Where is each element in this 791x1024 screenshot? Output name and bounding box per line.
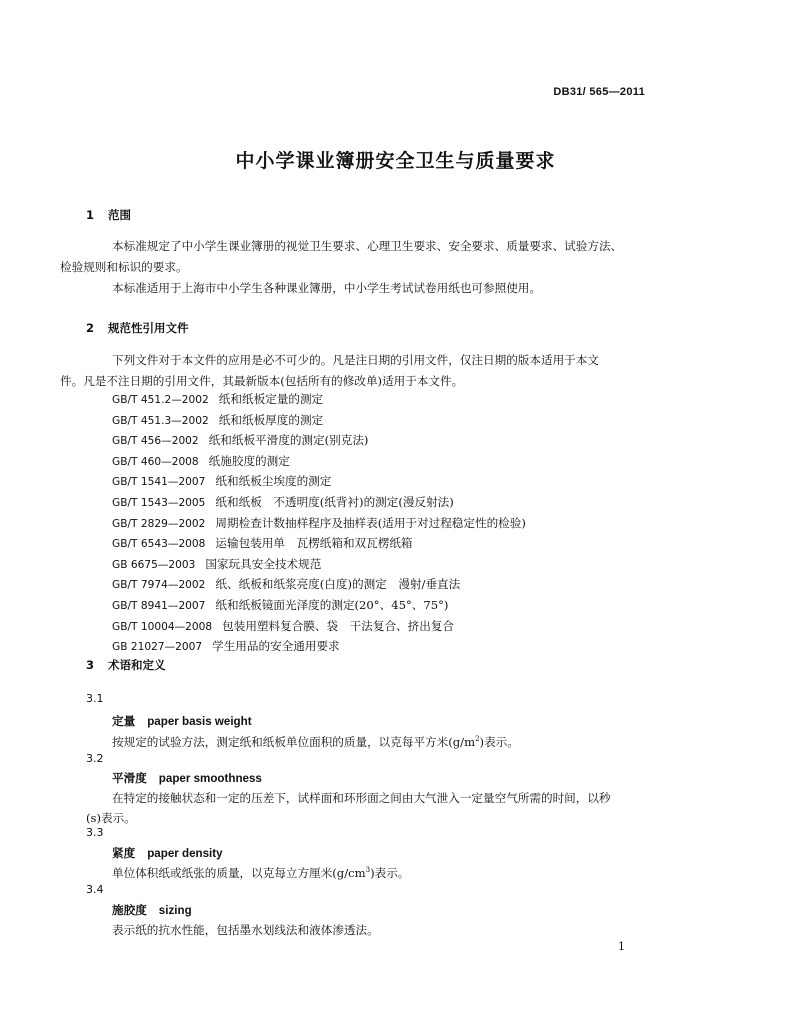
definition-text: 单位体积纸或纸张的质量，以克每立方厘米(g/cm [112, 866, 366, 880]
definition-line [86, 732, 666, 752]
definition-line: 表示纸的抗水性能，包括墨水划线法和液体渗透法。 [112, 923, 379, 937]
term-definition [86, 788, 666, 828]
reference-item [112, 451, 526, 472]
section-2-heading [86, 320, 189, 336]
definition-text: 按规定的试验方法，测定纸和纸板单位面积的质量，以克每平方米(g/m [112, 735, 476, 749]
term-en: sizing [158, 904, 192, 917]
term-en: paper basis weight [147, 715, 252, 728]
reference-name: 周期检查计数抽样程序及抽样表(适用于对过程稳定性的检验) [215, 515, 526, 530]
term-heading [112, 713, 252, 729]
paragraph-line: 检验规则和标识的要求。 [60, 260, 188, 274]
scope-paragraph-2 [86, 278, 666, 299]
reference-name: 纸和纸板平滑度的测定(别克法) [208, 433, 369, 448]
term-definition [86, 920, 666, 940]
reference-item [112, 636, 526, 657]
reference-list [112, 389, 526, 657]
clause-number: 3.1 [86, 692, 104, 705]
reference-name: 纸施胶度的测定 [208, 453, 290, 468]
reference-code: GB/T 456—2002 [112, 435, 199, 448]
paragraph-line: 件。凡是不注日期的引用文件，其最新版本(包括所有的修改单)适用于本文件。 [60, 374, 464, 388]
reference-code: GB/T 7974—2002 [112, 579, 206, 592]
reference-item [112, 492, 526, 513]
reference-name: 纸和纸板镜面光泽度的测定(20°、45°、75°) [215, 597, 449, 612]
reference-code: GB/T 8941—2007 [112, 599, 206, 612]
clause-number: 3.3 [86, 826, 104, 839]
reference-code: GB/T 1543—2005 [112, 496, 206, 509]
section-3-heading [86, 657, 166, 673]
definition-line: (s)表示。 [86, 811, 136, 825]
standard-code: DB31/ 565—2011 [553, 86, 645, 98]
term-heading [112, 770, 262, 786]
page-number: 1 [618, 940, 625, 953]
reference-code: GB/T 10004—2008 [112, 620, 213, 633]
reference-code: GB/T 451.3—2002 [112, 414, 209, 427]
reference-code: GB 6675—2003 [112, 558, 196, 571]
reference-name: 国家玩具安全技术规范 [205, 556, 322, 571]
clause-number: 3.4 [86, 883, 104, 896]
reference-code: GB/T 460—2008 [112, 455, 199, 468]
reference-code: GB 21027—2007 [112, 641, 203, 654]
definition-text: )表示。 [479, 735, 519, 749]
paragraph-line: 下列文件对于本文件的应用是必不可少的。凡是注日期的引用文件，仅注日期的版本适用于本文 [112, 353, 599, 367]
reference-item [112, 513, 526, 534]
reference-name: 包装用塑料复合膜、袋 干法复合、挤出复合 [222, 618, 455, 633]
term-definition [86, 732, 666, 752]
term-definition [86, 863, 666, 883]
section-number: 1 [86, 208, 95, 222]
scope-paragraph-1 [60, 236, 666, 278]
reference-item [112, 574, 526, 595]
term-zh: 定量 [112, 714, 136, 728]
superscript: 2 [475, 735, 480, 744]
references-intro [60, 350, 666, 392]
paragraph-line: 本标准适用于上海市中小学生各种课业簿册，中小学生考试试卷用纸也可参照使用。 [112, 281, 541, 295]
reference-name: 纸和纸板尘埃度的测定 [215, 474, 332, 489]
section-1-heading [86, 207, 131, 223]
term-en: paper density [147, 847, 223, 860]
reference-name: 纸和纸板厚度的测定 [218, 412, 324, 427]
reference-item [112, 471, 526, 492]
term-zh: 紧度 [112, 846, 136, 860]
superscript: 3 [365, 866, 371, 875]
section-title: 范围 [108, 208, 131, 222]
term-en: paper smoothness [158, 772, 262, 785]
reference-name: 学生用品的安全通用要求 [212, 639, 340, 654]
section-title: 规范性引用文件 [108, 321, 189, 335]
term-zh: 平滑度 [112, 771, 147, 785]
definition-line [86, 863, 666, 883]
reference-item [112, 554, 526, 575]
term-heading [112, 902, 192, 918]
term-heading [112, 845, 223, 861]
section-number: 3 [86, 658, 95, 672]
clause-number: 3.2 [86, 752, 104, 765]
reference-name: 纸、纸板和纸浆亮度(白度)的测定 漫射/垂直法 [215, 577, 461, 592]
reference-code: GB/T 1541—2007 [112, 476, 206, 489]
section-title: 术语和定义 [108, 658, 166, 672]
term-zh: 施胶度 [112, 903, 147, 917]
reference-name: 纸和纸板 不透明度(纸背衬)的测定(漫反射法) [215, 494, 454, 509]
definition-text: )表示。 [370, 866, 410, 880]
reference-name: 纸和纸板定量的测定 [218, 392, 324, 406]
paragraph-line: 本标准规定了中小学生课业簿册的视觉卫生要求、心理卫生要求、安全要求、质量要求、试验方法、 [112, 239, 623, 253]
definition-line: 在特定的接触状态和一定的压差下，试样面和环形面之间由大气泄入一定量空气所需的时间，以秒 [112, 791, 611, 805]
reference-item [112, 389, 526, 410]
reference-item [112, 533, 526, 554]
reference-code: GB/T 6543—2008 [112, 538, 206, 551]
reference-item [112, 616, 526, 637]
reference-item [112, 430, 526, 451]
reference-code: GB/T 2829—2002 [112, 517, 206, 530]
section-number: 2 [86, 321, 95, 335]
reference-item [112, 595, 526, 616]
document-title: 中小学课业簿册安全卫生与质量要求 [235, 150, 556, 172]
reference-item [112, 410, 526, 431]
reference-code: GB/T 451.2—2002 [112, 394, 209, 406]
reference-name: 运输包装用单 瓦楞纸箱和双瓦楞纸箱 [215, 536, 413, 551]
